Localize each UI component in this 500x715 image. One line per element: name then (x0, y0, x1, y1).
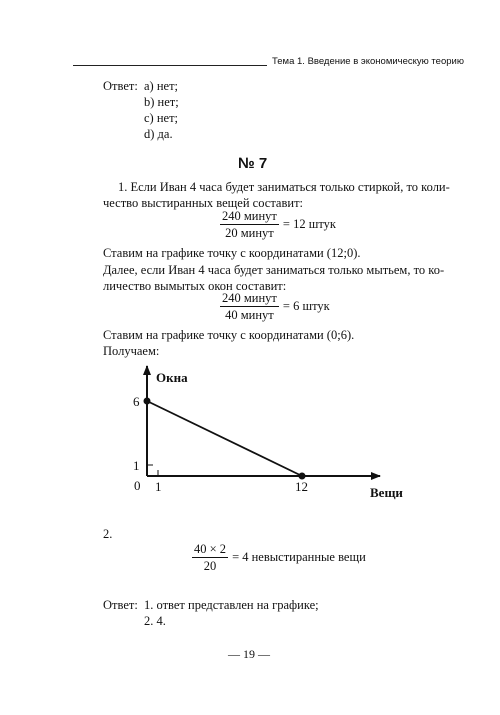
problem-text-line: 1. Если Иван 4 часа будет заниматься только стиркой, то коли- (118, 180, 450, 194)
fraction-result: = 4 невыстиранные вещи (232, 550, 366, 565)
fraction-denominator: 20 (203, 558, 217, 573)
running-header: Тема 1. Введение в экономическую теорию (272, 56, 464, 67)
ppf-line (147, 401, 302, 476)
part-number: 2. (103, 527, 113, 541)
problem-text-line: Далее, если Иван 4 часа будет заниматься только мытьем, то ко- (103, 263, 445, 277)
problem-title: № 7 (238, 155, 268, 172)
fraction-result: = 6 штук (282, 299, 330, 314)
problem-text-line: Ставим на графике точку с координатами (12;0). (103, 246, 361, 260)
problem-text-line: личество вымытых окон составит: (103, 279, 287, 293)
problem-text-line: чество выстиранных вещей составит: (103, 196, 304, 210)
answer-label: Ответ: (103, 79, 138, 93)
answer-item-1: 1. ответ представлен на графике; (144, 598, 319, 612)
origin-label: 0 (134, 478, 141, 493)
x-tick-label-12: 12 (295, 479, 308, 494)
answer-item-a: а) нет; (144, 79, 179, 93)
fraction-numerator: 240 минут (222, 291, 277, 305)
answer-item-c: c) нет; (144, 111, 179, 125)
answer-label: Ответ: (103, 598, 138, 612)
fraction-numerator: 240 минут (222, 209, 277, 223)
y-tick-label-1: 1 (133, 458, 140, 473)
fraction-denominator: 40 минут (225, 307, 274, 322)
fraction-numerator: 40 × 2 (194, 542, 227, 556)
answer-item-d: d) да. (144, 127, 173, 141)
fraction-denominator: 20 минут (225, 225, 274, 240)
y-tick-label-6: 6 (133, 394, 140, 409)
y-axis-label: Окна (156, 370, 188, 385)
point-0-6 (144, 398, 151, 405)
fraction-unwashed (192, 543, 366, 572)
x-tick-label-1: 1 (155, 479, 162, 494)
problem-text-line: Получаем: (103, 344, 160, 358)
x-axis-label: Вещи (370, 485, 403, 500)
answer-item-b: b) нет; (144, 95, 179, 109)
page-number: — 19 — (228, 647, 270, 661)
answer-item-2: 2. 4. (144, 614, 166, 628)
fraction-result: = 12 штук (282, 217, 336, 232)
problem-text-line: Ставим на графике точку с координатами (0;6). (103, 328, 355, 342)
